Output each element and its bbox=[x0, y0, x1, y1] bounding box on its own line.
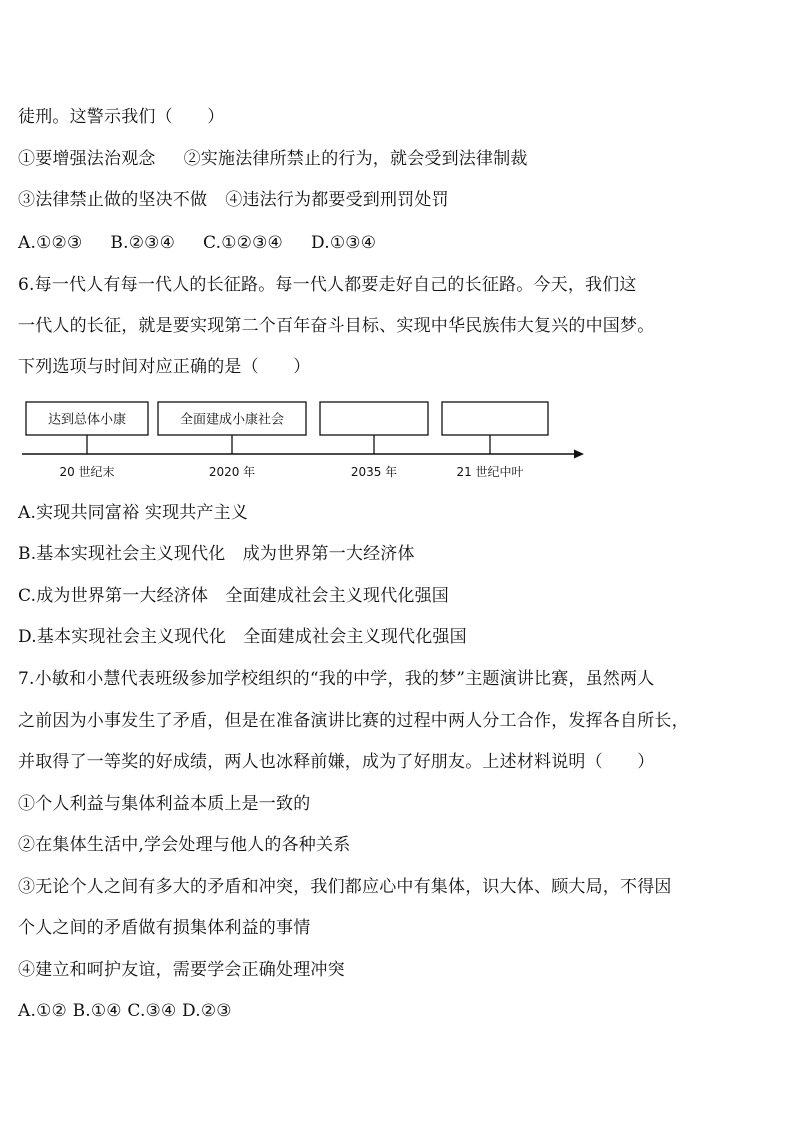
q6-option-c: C.成为世界第一大经济体 全面建成社会主义现代化强国 bbox=[18, 586, 450, 606]
timeline-box-4 bbox=[442, 402, 548, 435]
q7-stem-line-3: 并取得了一等奖的好成绩，两人也冰释前嫌，成为了好朋友。上述材料说明（ ） bbox=[18, 752, 655, 772]
q5-option-4: ④违法行为都要受到刑罚处罚 bbox=[225, 190, 449, 210]
q5-option-1: ①要增强法治观念 bbox=[18, 149, 156, 169]
timeline-tick-label-4: 21 世纪中叶 bbox=[456, 465, 524, 479]
q6-option-a: A.实现共同富裕 实现共产主义 bbox=[18, 503, 249, 523]
q5-answer-a: A.①②③ bbox=[18, 233, 83, 253]
q6-option-b: B.基本实现社会主义现代化 成为世界第一大经济体 bbox=[18, 544, 415, 564]
q7-answers: A.①② B.①④ C.③④ D.②③ bbox=[18, 1001, 232, 1021]
q7-option-2: ②在集体生活中,学会处理与他人的各种关系 bbox=[18, 835, 351, 855]
q7-option-1: ①个人利益与集体利益本质上是一致的 bbox=[18, 794, 311, 814]
timeline-figure bbox=[18, 392, 598, 488]
q6-stem-line-3: 下列选项与时间对应正确的是（ ） bbox=[18, 357, 311, 377]
timeline-box-label-1: 达到总体小康 bbox=[47, 412, 127, 428]
q5-option-3: ③法律禁止做的坚决不做 bbox=[18, 190, 208, 210]
q5-options-row-1 bbox=[18, 148, 528, 170]
q5-option-2: ②实施法律所禁止的行为，就会受到法律制裁 bbox=[183, 149, 528, 169]
q7-stem-line-1: 7.小敏和小慧代表班级参加学校组织的“我的中学，我的梦”主题演讲比赛，虽然两人 bbox=[18, 669, 655, 689]
q6-stem-line-1: 6.每一代人有每一代人的长征路。每一代人都要走好自己的长征路。今天，我们这 bbox=[18, 275, 637, 295]
q7-option-3-line-2: 个人之间的矛盾做有损集体利益的事情 bbox=[18, 918, 311, 938]
q5-stem-end: 徒刑。这警示我们（ ） bbox=[18, 107, 225, 127]
q5-options-row-2 bbox=[18, 189, 449, 211]
timeline-tick-label-1: 20 世纪末 bbox=[59, 465, 115, 479]
q6-stem-line-2: 一代人的长征，就是要实现第二个百年奋斗目标、实现中华民族伟大复兴的中国梦。 bbox=[18, 316, 655, 336]
timeline-box-label-2: 全面建成小康社会 bbox=[179, 412, 285, 428]
q7-stem-line-2: 之前因为小事发生了矛盾，但是在准备演讲比赛的过程中两人分工合作，发挥各自所长， bbox=[18, 711, 689, 731]
q5-answer-c: C.①②③④ bbox=[203, 233, 283, 253]
q5-answer-b: B.②③④ bbox=[110, 233, 176, 253]
q5-answer-d: D.①③④ bbox=[311, 233, 377, 253]
q7-option-4: ④建立和呵护友谊，需要学会正确处理冲突 bbox=[18, 960, 345, 980]
timeline-arrow-head bbox=[574, 450, 584, 459]
q5-answers bbox=[18, 232, 376, 254]
q7-option-3-line-1: ③无论个人之间有多大的矛盾和冲突，我们都应心中有集体，识大体、顾大局，不得因 bbox=[18, 877, 672, 897]
timeline-box-3 bbox=[320, 402, 428, 435]
timeline-tick-label-2: 2020 年 bbox=[208, 465, 256, 479]
q6-option-d: D.基本实现社会主义现代化 全面建成社会主义现代化强国 bbox=[18, 627, 467, 647]
timeline-tick-label-3: 2035 年 bbox=[350, 465, 398, 479]
